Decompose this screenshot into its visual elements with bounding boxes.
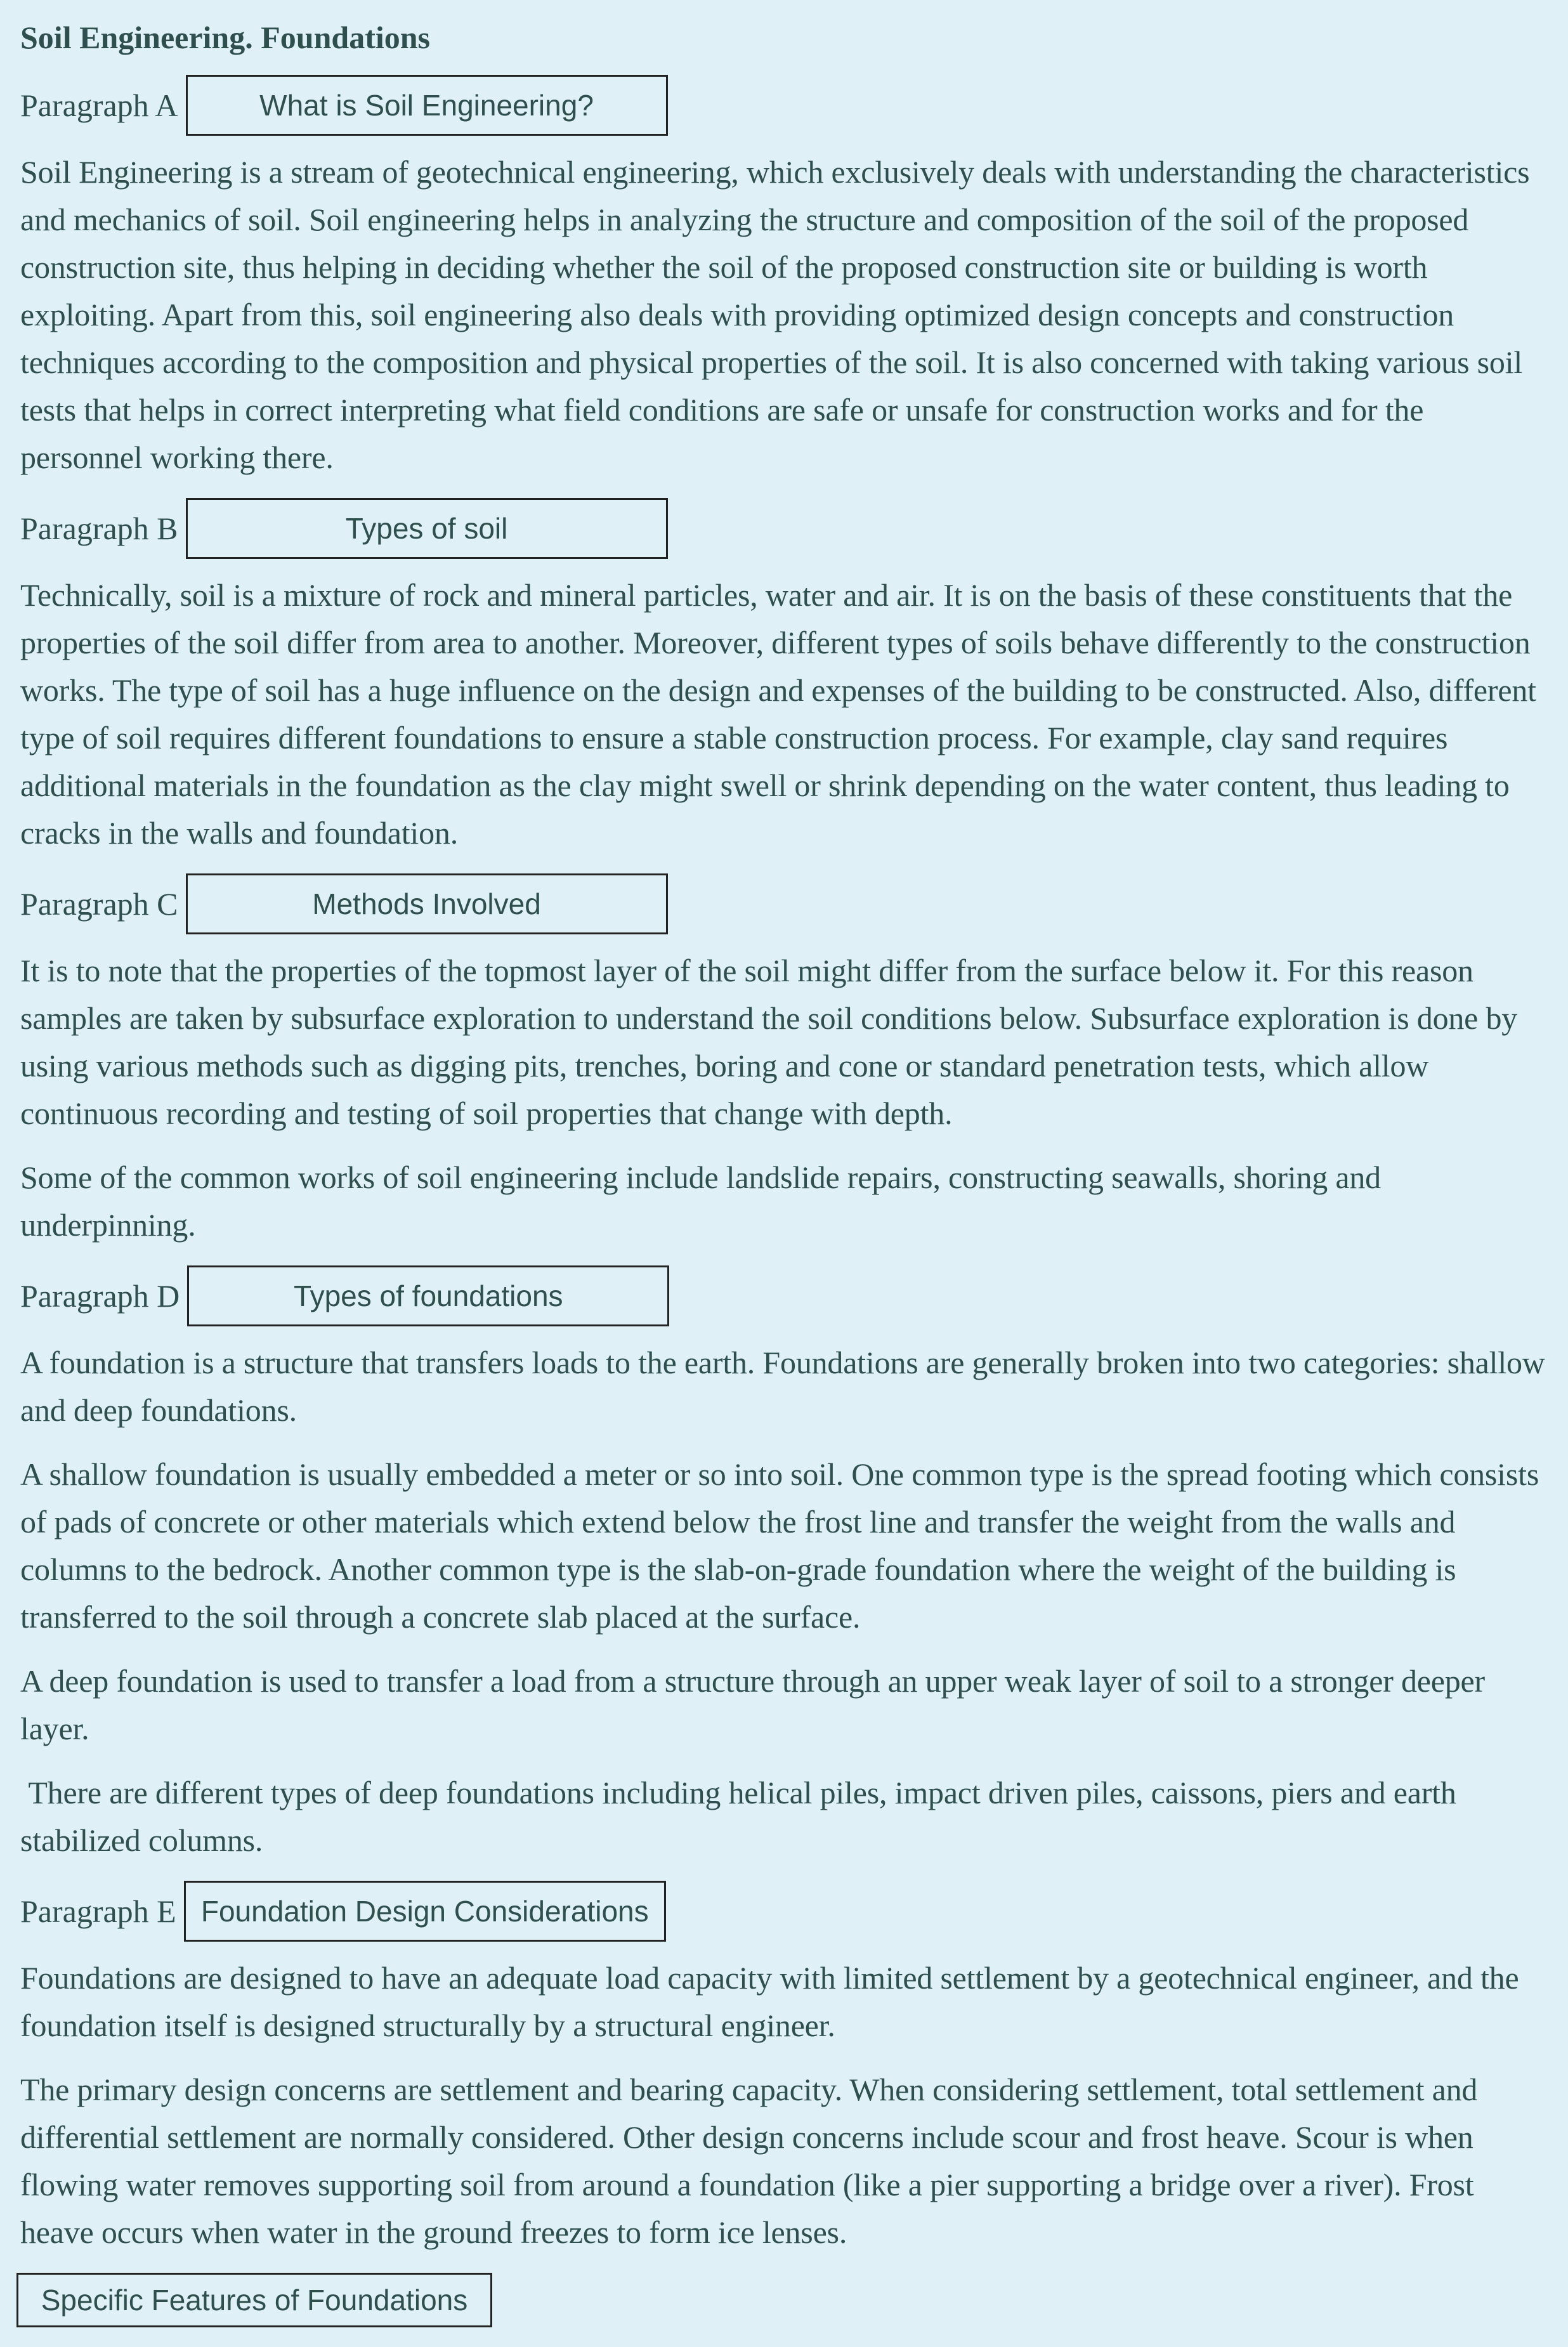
paragraph-b-heading-box[interactable]: Types of soil <box>186 498 668 559</box>
paragraph-b-header <box>20 498 1548 559</box>
paragraph-b-label: Paragraph B <box>20 511 178 546</box>
document-title: Soil Engineering. Foundations <box>20 20 430 55</box>
paragraph-d-text-1: A foundation is a structure that transfers loads to the earth. Foundations are generally broken into two categories: shallow and deep foundations. <box>20 1345 1545 1428</box>
paragraph-c-heading-box[interactable]: Methods Involved <box>186 873 668 934</box>
paragraph-a-heading-box[interactable]: What is Soil Engineering? <box>186 75 668 136</box>
paragraph-c-label: Paragraph C <box>20 886 178 922</box>
paragraph-d-header <box>20 1265 1548 1326</box>
paragraph-d-text-3: A deep foundation is used to transfer a load from a structure through an upper weak layer of soil to a stronger deeper layer. <box>20 1663 1485 1746</box>
paragraph-c-text-1: It is to note that the properties of the topmost layer of the soil might differ from the surface below it. For this reason samples are taken by subsurface exploration to understand the soil conditions below. Subsurface exploration is done by using various methods such as digging pits, trenches, boring and cone or standard penetration tests, which allow continuous recording and testing of soil properties that change with depth. <box>20 953 1518 1131</box>
paragraph-a-label: Paragraph A <box>20 88 178 123</box>
paragraph-e-header <box>20 1881 1548 1942</box>
paragraph-a-text: Soil Engineering is a stream of geotechnical engineering, which exclusively deals with understanding the characteristics and mechanics of soil. Soil engineering helps in analyzing the structure and composition of the soil of the proposed construction site, thus helping in deciding whether the soil of the proposed construction site or building is worth exploiting. Apart from this, soil engineering also deals with providing optimized design concepts and construction techniques according to the composition and physical properties of the soil. It is also concerned with taking various soil tests that helps in correct interpreting what field conditions are safe or unsafe for construction works and for the personnel working there. <box>20 154 1530 475</box>
paragraph-d-text-2: A shallow foundation is usually embedded a meter or so into soil. One common type is the spread footing which consists of pads of concrete or other materials which extend below the frost line and transfer the weight from the walls and columns to the bedrock. Another common type is the slab-on-grade foundation where the weight of the building is transferred to the soil through a concrete slab placed at the surface. <box>20 1456 1539 1635</box>
paragraph-e-heading-box[interactable]: Foundation Design Considerations <box>184 1881 666 1942</box>
paragraph-a-header <box>20 75 1548 136</box>
paragraph-e-label: Paragraph E <box>20 1893 176 1929</box>
paragraph-d-text-4: There are different types of deep foundations including helical piles, impact driven piles, caissons, piers and earth stabilized columns. <box>20 1775 1464 1858</box>
paragraph-c-text-2: Some of the common works of soil engineering include landslide repairs, constructing seawalls, shoring and underpinning. <box>20 1160 1381 1243</box>
paragraph-d-label: Paragraph D <box>20 1278 180 1314</box>
paragraph-e-text-2: The primary design concerns are settlement and bearing capacity. When considering settlement, total settlement and differential settlement are normally considered. Other design concerns include scour and frost heave. Scour is when flowing water removes supporting soil from around a foundation (like a pier supporting a bridge over a river). Frost heave occurs when water in the ground freezes to form ice lenses. <box>20 2072 1478 2250</box>
paragraph-b-text: Technically, soil is a mixture of rock and mineral particles, water and air. It is on the basis of these constituents that the properties of the soil differ from area to another. Moreover, different types of soils behave differently to the construction works. The type of soil has a huge influence on the design and expenses of the building to be constructed. Also, different type of soil requires different foundations to ensure a stable construction process. For example, clay sand requires additional materials in the foundation as the clay might swell or shrink depending on the water content, thus leading to cracks in the walls and foundation. <box>20 577 1536 851</box>
paragraph-d-heading-box[interactable]: Types of foundations <box>187 1265 669 1326</box>
heading-option-box[interactable]: Specific Features of Foundations <box>16 2273 492 2327</box>
paragraph-e-text-1: Foundations are designed to have an adequate load capacity with limited settlement by a geotechnical engineer, and the foundation itself is designed structurally by a structural engineer. <box>20 1960 1519 2043</box>
paragraph-c-header <box>20 873 1548 934</box>
